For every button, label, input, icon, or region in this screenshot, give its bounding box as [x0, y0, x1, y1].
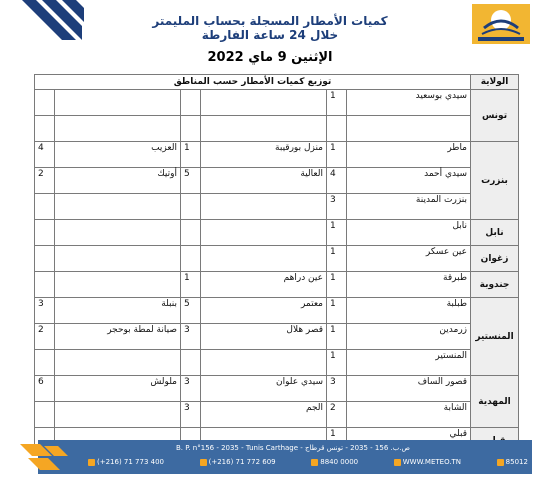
station-name	[201, 90, 327, 116]
rainfall-table	[34, 74, 519, 454]
table-row	[35, 376, 519, 402]
table-header-row	[35, 75, 519, 90]
table-row	[35, 272, 519, 298]
report-title	[120, 14, 420, 42]
station-name: عين عسكر	[347, 246, 471, 272]
station-name: ملولش	[55, 376, 181, 402]
rain-value: 1	[181, 272, 201, 298]
rain-value	[181, 246, 201, 272]
station-name: سيدي علوان	[201, 376, 327, 402]
rain-value	[35, 194, 55, 220]
rain-value: 3	[181, 402, 201, 428]
rain-value	[181, 350, 201, 376]
station-name: صيانة لمطة بوحجر	[55, 324, 181, 350]
table-row	[35, 350, 519, 376]
governorate-name: المنستير	[471, 298, 519, 376]
rain-value	[35, 220, 55, 246]
rain-value: 2	[327, 402, 347, 428]
institute-logo	[472, 4, 530, 44]
phone-icon	[88, 459, 95, 466]
rain-value: 1	[327, 90, 347, 116]
rain-value: 1	[327, 272, 347, 298]
station-name	[201, 116, 327, 142]
station-name: العزيب	[55, 142, 181, 168]
rain-value	[35, 116, 55, 142]
station-name: طبرقة	[347, 272, 471, 298]
station-name: الجم	[201, 402, 327, 428]
footer-contacts	[88, 458, 528, 466]
globe-icon	[394, 459, 401, 466]
rain-value	[327, 116, 347, 142]
rain-value: 1	[181, 142, 201, 168]
station-name	[55, 90, 181, 116]
rain-value: 1	[327, 428, 347, 454]
rain-value	[35, 272, 55, 298]
title-line-2: خلال 24 ساعة الفارطة	[201, 28, 339, 42]
rain-value: 6	[35, 376, 55, 402]
rain-value	[181, 116, 201, 142]
website-link[interactable]: WWW.METEO.TN	[394, 458, 461, 466]
station-name: أوتيك	[55, 168, 181, 194]
table-row	[35, 324, 519, 350]
station-name	[201, 220, 327, 246]
table-row	[35, 194, 519, 220]
station-name: بنزرت المدينة	[347, 194, 471, 220]
station-name	[55, 402, 181, 428]
station-name: قبلي	[347, 428, 471, 454]
station-name: طبلبة	[347, 298, 471, 324]
station-name: قصور الساف	[347, 376, 471, 402]
footer	[18, 436, 532, 476]
station-name	[201, 194, 327, 220]
sms-number: 85012	[497, 458, 528, 466]
rain-value: 3	[327, 194, 347, 220]
station-name: منزل بورقيبة	[201, 142, 327, 168]
station-name	[55, 220, 181, 246]
table-row	[35, 402, 519, 428]
rain-value: 3	[181, 376, 201, 402]
rain-value: 4	[35, 142, 55, 168]
station-name: بنبلة	[55, 298, 181, 324]
station-name: زرمدين	[347, 324, 471, 350]
footer-address: B. P. n°156 - 2035 - Tunis Carthage - ص.ب. 156 - 2035 - تونس قرطاج	[175, 444, 411, 452]
station-name: معتمر	[201, 298, 327, 324]
rain-value	[35, 350, 55, 376]
fax-icon	[200, 459, 207, 466]
phone-3: 8840 0000	[311, 458, 358, 466]
rain-value: 5	[181, 298, 201, 324]
table-row	[35, 246, 519, 272]
phone-2: (+216) 71 772 609	[200, 458, 276, 466]
station-name	[55, 246, 181, 272]
station-name	[347, 116, 471, 142]
header-stripes-decoration	[0, 0, 90, 48]
table-row	[35, 142, 519, 168]
report-date: الإثنين 9 ماي 2022	[207, 50, 333, 65]
governorate-header: الولاية	[471, 75, 519, 90]
table-row	[35, 116, 519, 142]
rain-value: 2	[35, 168, 55, 194]
station-name	[201, 246, 327, 272]
rain-value: 3	[327, 376, 347, 402]
rain-value: 1	[327, 246, 347, 272]
station-name: ماطر	[347, 142, 471, 168]
rain-value	[181, 90, 201, 116]
rain-value: 1	[327, 142, 347, 168]
rain-value: 1	[327, 220, 347, 246]
title-line-1: كميات الأمطار المسجلة بحساب المليمتر	[152, 14, 388, 28]
governorate-name: المهدية	[471, 376, 519, 428]
phone-1: (+216) 71 773 400	[88, 458, 164, 466]
rain-value: 5	[181, 168, 201, 194]
station-name: قصر هلال	[201, 324, 327, 350]
station-name: العالية	[201, 168, 327, 194]
station-name: سيدي بوسعيد	[347, 90, 471, 116]
governorate-name: بنزرت	[471, 142, 519, 220]
table-row	[35, 220, 519, 246]
governorate-name: جندوبة	[471, 272, 519, 298]
rain-value: 1	[327, 324, 347, 350]
rain-value	[181, 194, 201, 220]
governorate-name: تونس	[471, 90, 519, 142]
station-name: الشابة	[347, 402, 471, 428]
station-name: المنستير	[347, 350, 471, 376]
rain-value: 2	[35, 324, 55, 350]
rain-value	[35, 402, 55, 428]
station-name: سيدي أحمد	[347, 168, 471, 194]
station-name	[55, 350, 181, 376]
distribution-header: توزيع كميات الأمطار حسب المناطق	[35, 75, 471, 90]
sms-icon	[497, 459, 504, 466]
table-row	[35, 168, 519, 194]
rain-value	[181, 220, 201, 246]
rain-value: 3	[35, 298, 55, 324]
governorate-name: نابل	[471, 220, 519, 246]
station-name	[55, 194, 181, 220]
rain-value: 1	[327, 350, 347, 376]
station-name	[55, 272, 181, 298]
rain-value: 4	[327, 168, 347, 194]
station-name	[201, 350, 327, 376]
station-name: عين دراهم	[201, 272, 327, 298]
footer-swoosh-decoration	[18, 436, 78, 476]
table-row	[35, 298, 519, 324]
governorate-name: زغوان	[471, 246, 519, 272]
rain-value: 1	[327, 298, 347, 324]
station-name: نابل	[347, 220, 471, 246]
table-row	[35, 90, 519, 116]
rain-value	[35, 90, 55, 116]
station-name	[55, 116, 181, 142]
phone-icon	[311, 459, 318, 466]
rain-value	[35, 246, 55, 272]
rain-value: 3	[181, 324, 201, 350]
